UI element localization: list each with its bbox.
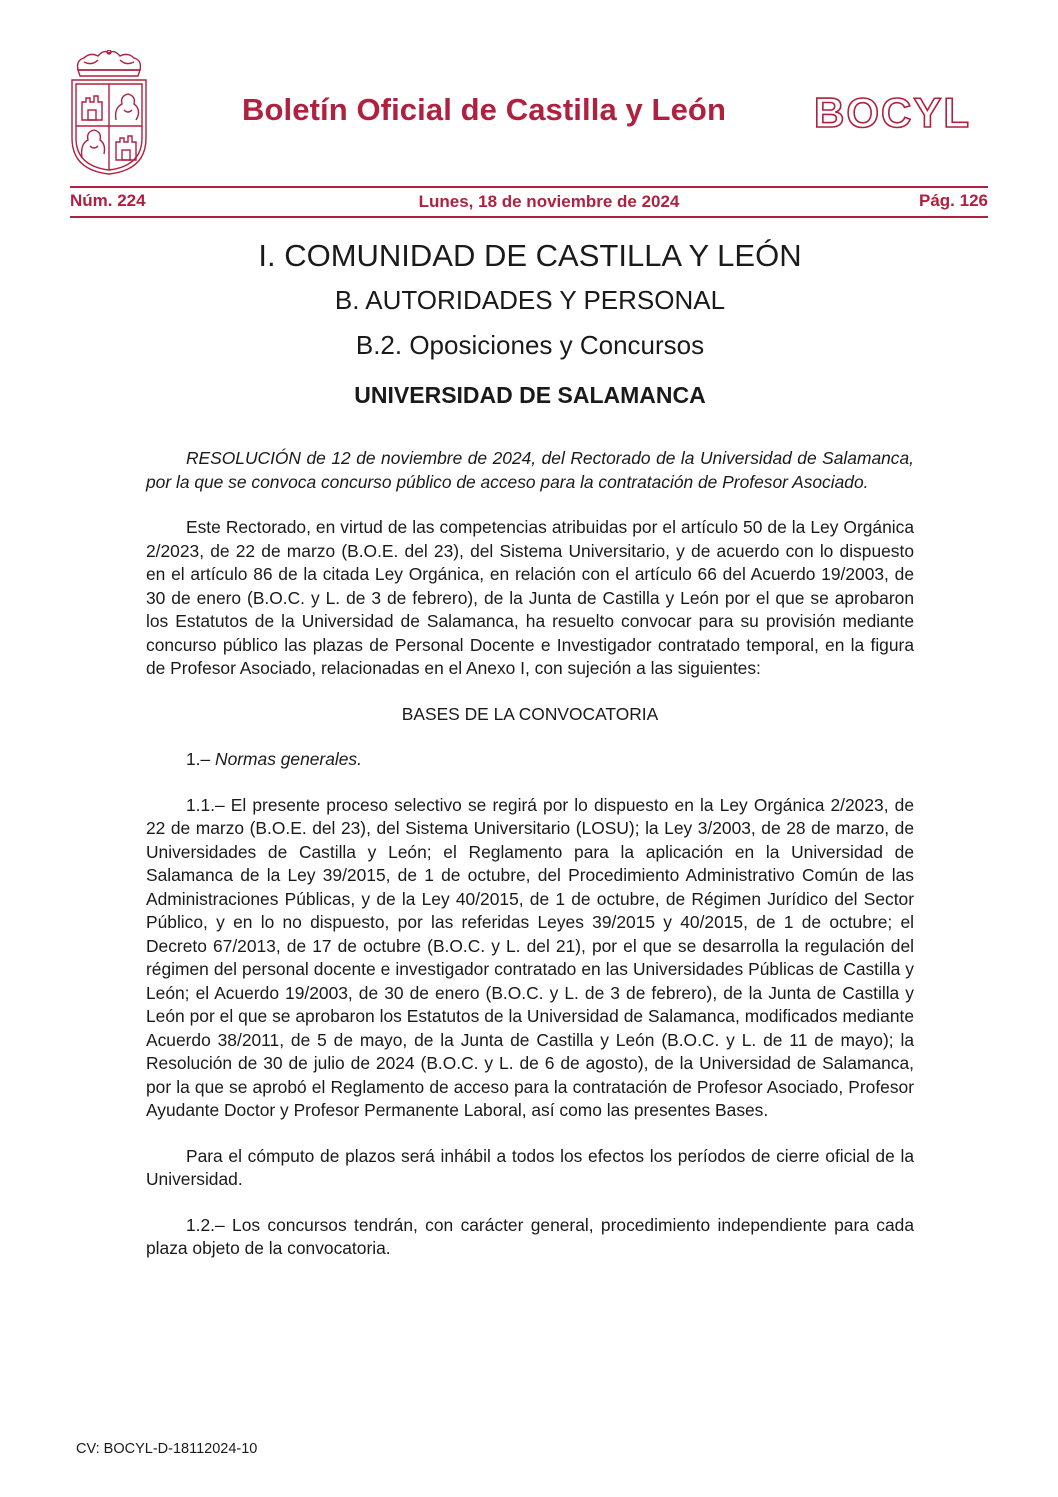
page-number: Pág. 126 [919,191,988,210]
organization-heading: UNIVERSIDAD DE SALAMANCA [354,382,706,408]
section-1-heading [146,748,914,772]
paragraph-1-2: 1.2.– Los concursos tendrán, con carácter general, procedimiento independiente para cada plaza objeto de la convocatoria. [146,1214,914,1258]
header-rule-bottom [70,216,988,218]
coat-of-arms-logo [68,50,150,176]
category-heading: B.2. Oposiciones y Concursos [355,330,705,360]
section-1-title: Normas generales. [215,749,362,769]
bulletin-title: Boletín Oficial de Castilla y León [242,92,727,127]
bocyl-logo-text: BOCYL [814,93,971,133]
section-heading: I. COMUNIDAD DE CASTILLA Y LEÓN [258,238,802,273]
paragraph-1-1: 1.1.– El presente proceso selectivo se regirá por lo dispuesto en la Ley Orgánica 2/2023, de 22 de marzo (B.O.E. del 23), del Sistema Universitario (LOSU); la Ley 3/2003, de 28 de marzo, de Universidades de Castilla y León; el Reglamento para la aplicación en la Universidad de Salamanca de la Ley 39/2015, de 1 de octubre, del Procedimiento Administrativo Común de las Administraciones Públicas, y de la Ley 40/2015, de 1 de octubre, de Régimen Jurídico del Sector Público, y en lo no dispuesto, por las referidas Leyes 39/2015 y 40/2015, de 1 de octubre; el Decreto 67/2013, de 17 de octubre (B.O.C. y L. del 21), por el que se desarrolla la regulación del régimen del personal docente e investigador contratado en las Universidades Públicas de Castilla y León; el Acuerdo 19/2003, de 30 de enero (B.O.C. y L. de 3 de febrero), de la Junta de Castilla y León por el que se aprobaron los Estatutos de la Universidad de Salamanca, modificados mediante Acuerdo 38/2011, de 5 de mayo, de la Junta de Castilla y León (B.O.C. y L. de 11 de mayo); la Resolución de 30 de julio de 2024 (B.O.C. y L. de 6 de agosto), de la Universidad de Salamanca, por la que se aprobó el Reglamento de acceso para la contratación de Profesor Asociado, Profesor Ayudante Doctor y Profesor Permanente Laboral, así como las presentes Bases. [146,794,914,1120]
resolution-summary: RESOLUCIÓN de 12 de noviembre de 2024, del Rectorado de la Universidad de Salamanca, por la que se convoca concurso público de acceso para la contratación de Profesor Asociado. [146,448,914,492]
issue-date: Lunes, 18 de noviembre de 2024 [418,192,680,211]
issue-number: Núm. 224 [70,191,146,210]
section-1-number: 1.– [186,749,211,769]
bocyl-logo [814,93,990,133]
paragraph-plazos: Para el cómputo de plazos será inhábil a todos los efectos los períodos de cierre oficial de la Universidad. [146,1145,914,1189]
bases-title: BASES DE LA CONVOCATORIA [401,703,659,724]
header-rule-top [70,186,988,188]
subsection-heading: B. AUTORIDADES Y PERSONAL [334,285,726,315]
cv-code: CV: BOCYL-D-18112024-10 [76,1441,258,1457]
intro-paragraph: Este Rectorado, en virtud de las competencias atribuidas por el artículo 50 de la Ley Orgánica 2/2023, de 22 de marzo (B.O.E. del 23), del Sistema Universitario, y de acuerdo con lo dispuesto en el artículo 86 de la citada Ley Orgánica, en relación con el artículo 66 del Acuerdo 19/2003, de 30 de enero (B.O.C. y L. de 3 de febrero), de la Junta de Castilla y León por el que se aprobaron los Estatutos de la Universidad de Salamanca, ha resuelto convocar para su provisión mediante concurso público las plazas de Personal Docente e Investigador contratado temporal, en la figura de Profesor Asociado, relacionadas en el Anexo I, con sujeción a las siguientes: [146,517,914,678]
document-body [146,447,914,1261]
